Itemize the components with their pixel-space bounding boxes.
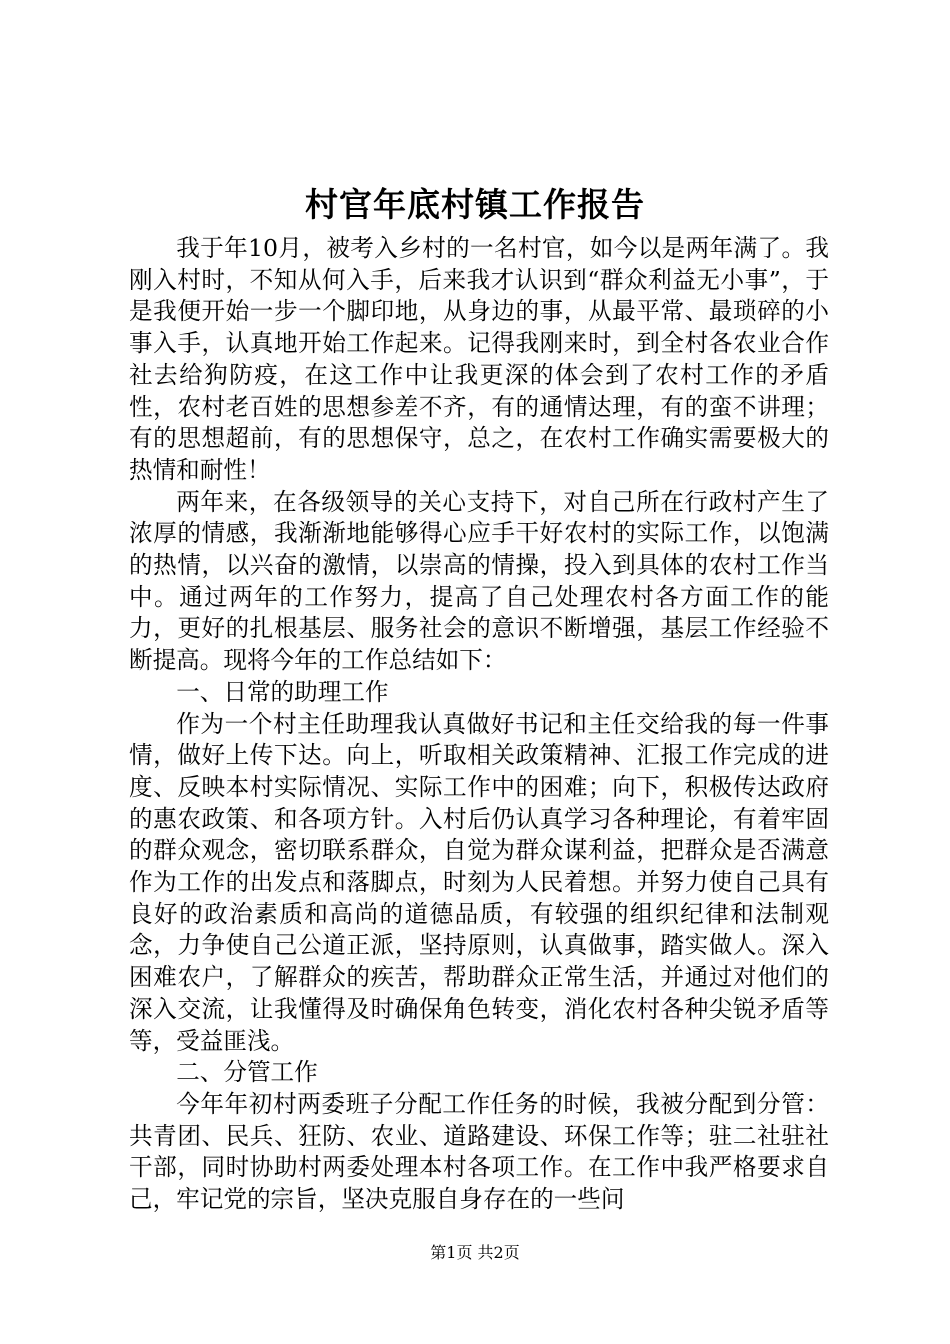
paragraph-intro: 我于年10月，被考入乡村的一名村官，如今以是两年满了。我刚入村时，不知从何入手，后来我才认识到“群众利益无小事”，于是我便开始一步一个脚印地，从身边的事，从最平常、最琐碎的小事入手，认真地开始工作起来。记得我刚来时，到全村各农业合作社去给狗防疫，在这工作中让我更深的体会到了农村工作的矛盾性，农村老百姓的思想参差不齐，有的通情达理，有的蛮不讲理；有的思想超前，有的思想保守，总之，在农村工作确实需要极大的热情和耐性！ xyxy=(129,234,829,484)
document-body xyxy=(129,233,829,1216)
paragraph-assigned-work: 今年年初村两委班子分配工作任务的时候，我被分配到分管：共青团、民兵、狂防、农业、道路建设、环保工作等；驻二社驻社干部，同时协助村两委处理本村各项工作。在工作中我严格要求自己，牢记党的宗旨，坚决克服自身存在的一些问 xyxy=(129,1089,829,1214)
section-heading-assigned-work: 二、分管工作 xyxy=(176,1058,318,1087)
section-heading-daily-work: 一、日常的助理工作 xyxy=(176,677,389,706)
paragraph-daily-work: 作为一个村主任助理我认真做好书记和主任交给我的每一件事情，做好上传下达。向上，听取相关政策精神、汇报工作完成的进度、反映本村实际情况、实际工作中的困难；向下，积极传达政府的惠农政策、和各项方针。入村后仍认真学习各种理论，有着牢固的群众观念，密切联系群众，自觉为群众谋利益，把群众是否满意作为工作的出发点和落脚点，时刻为人民着想。并努力使自己具有良好的政治素质和高尚的道德品质，有较强的组织纪律和法制观念，力争使自己公道正派，坚持原则，认真做事，踏实做人。深入困难农户，了解群众的疾苦，帮助群众正常生活，并通过对他们的深入交流，让我懂得及时确保角色转变，消化农村各种尖锐矛盾等等，受益匪浅。 xyxy=(129,709,829,1055)
page-footer: 第1页 共2页 xyxy=(430,1243,520,1262)
paragraph-two-years: 两年来，在各级领导的关心支持下，对自己所在行政村产生了浓厚的情感，我渐渐地能够得心应手干好农村的实际工作，以饱满的热情，以兴奋的激情，以崇高的情操，投入到具体的农村工作当中。通过两年的工作努力，提高了自己处理农村各方面工作的能力，更好的扎根基层、服务社会的意识不断增强，基层工作经验不断提高。现将今年的工作总结如下： xyxy=(129,487,829,675)
page-title: 村官年底村镇工作报告 xyxy=(305,185,645,224)
